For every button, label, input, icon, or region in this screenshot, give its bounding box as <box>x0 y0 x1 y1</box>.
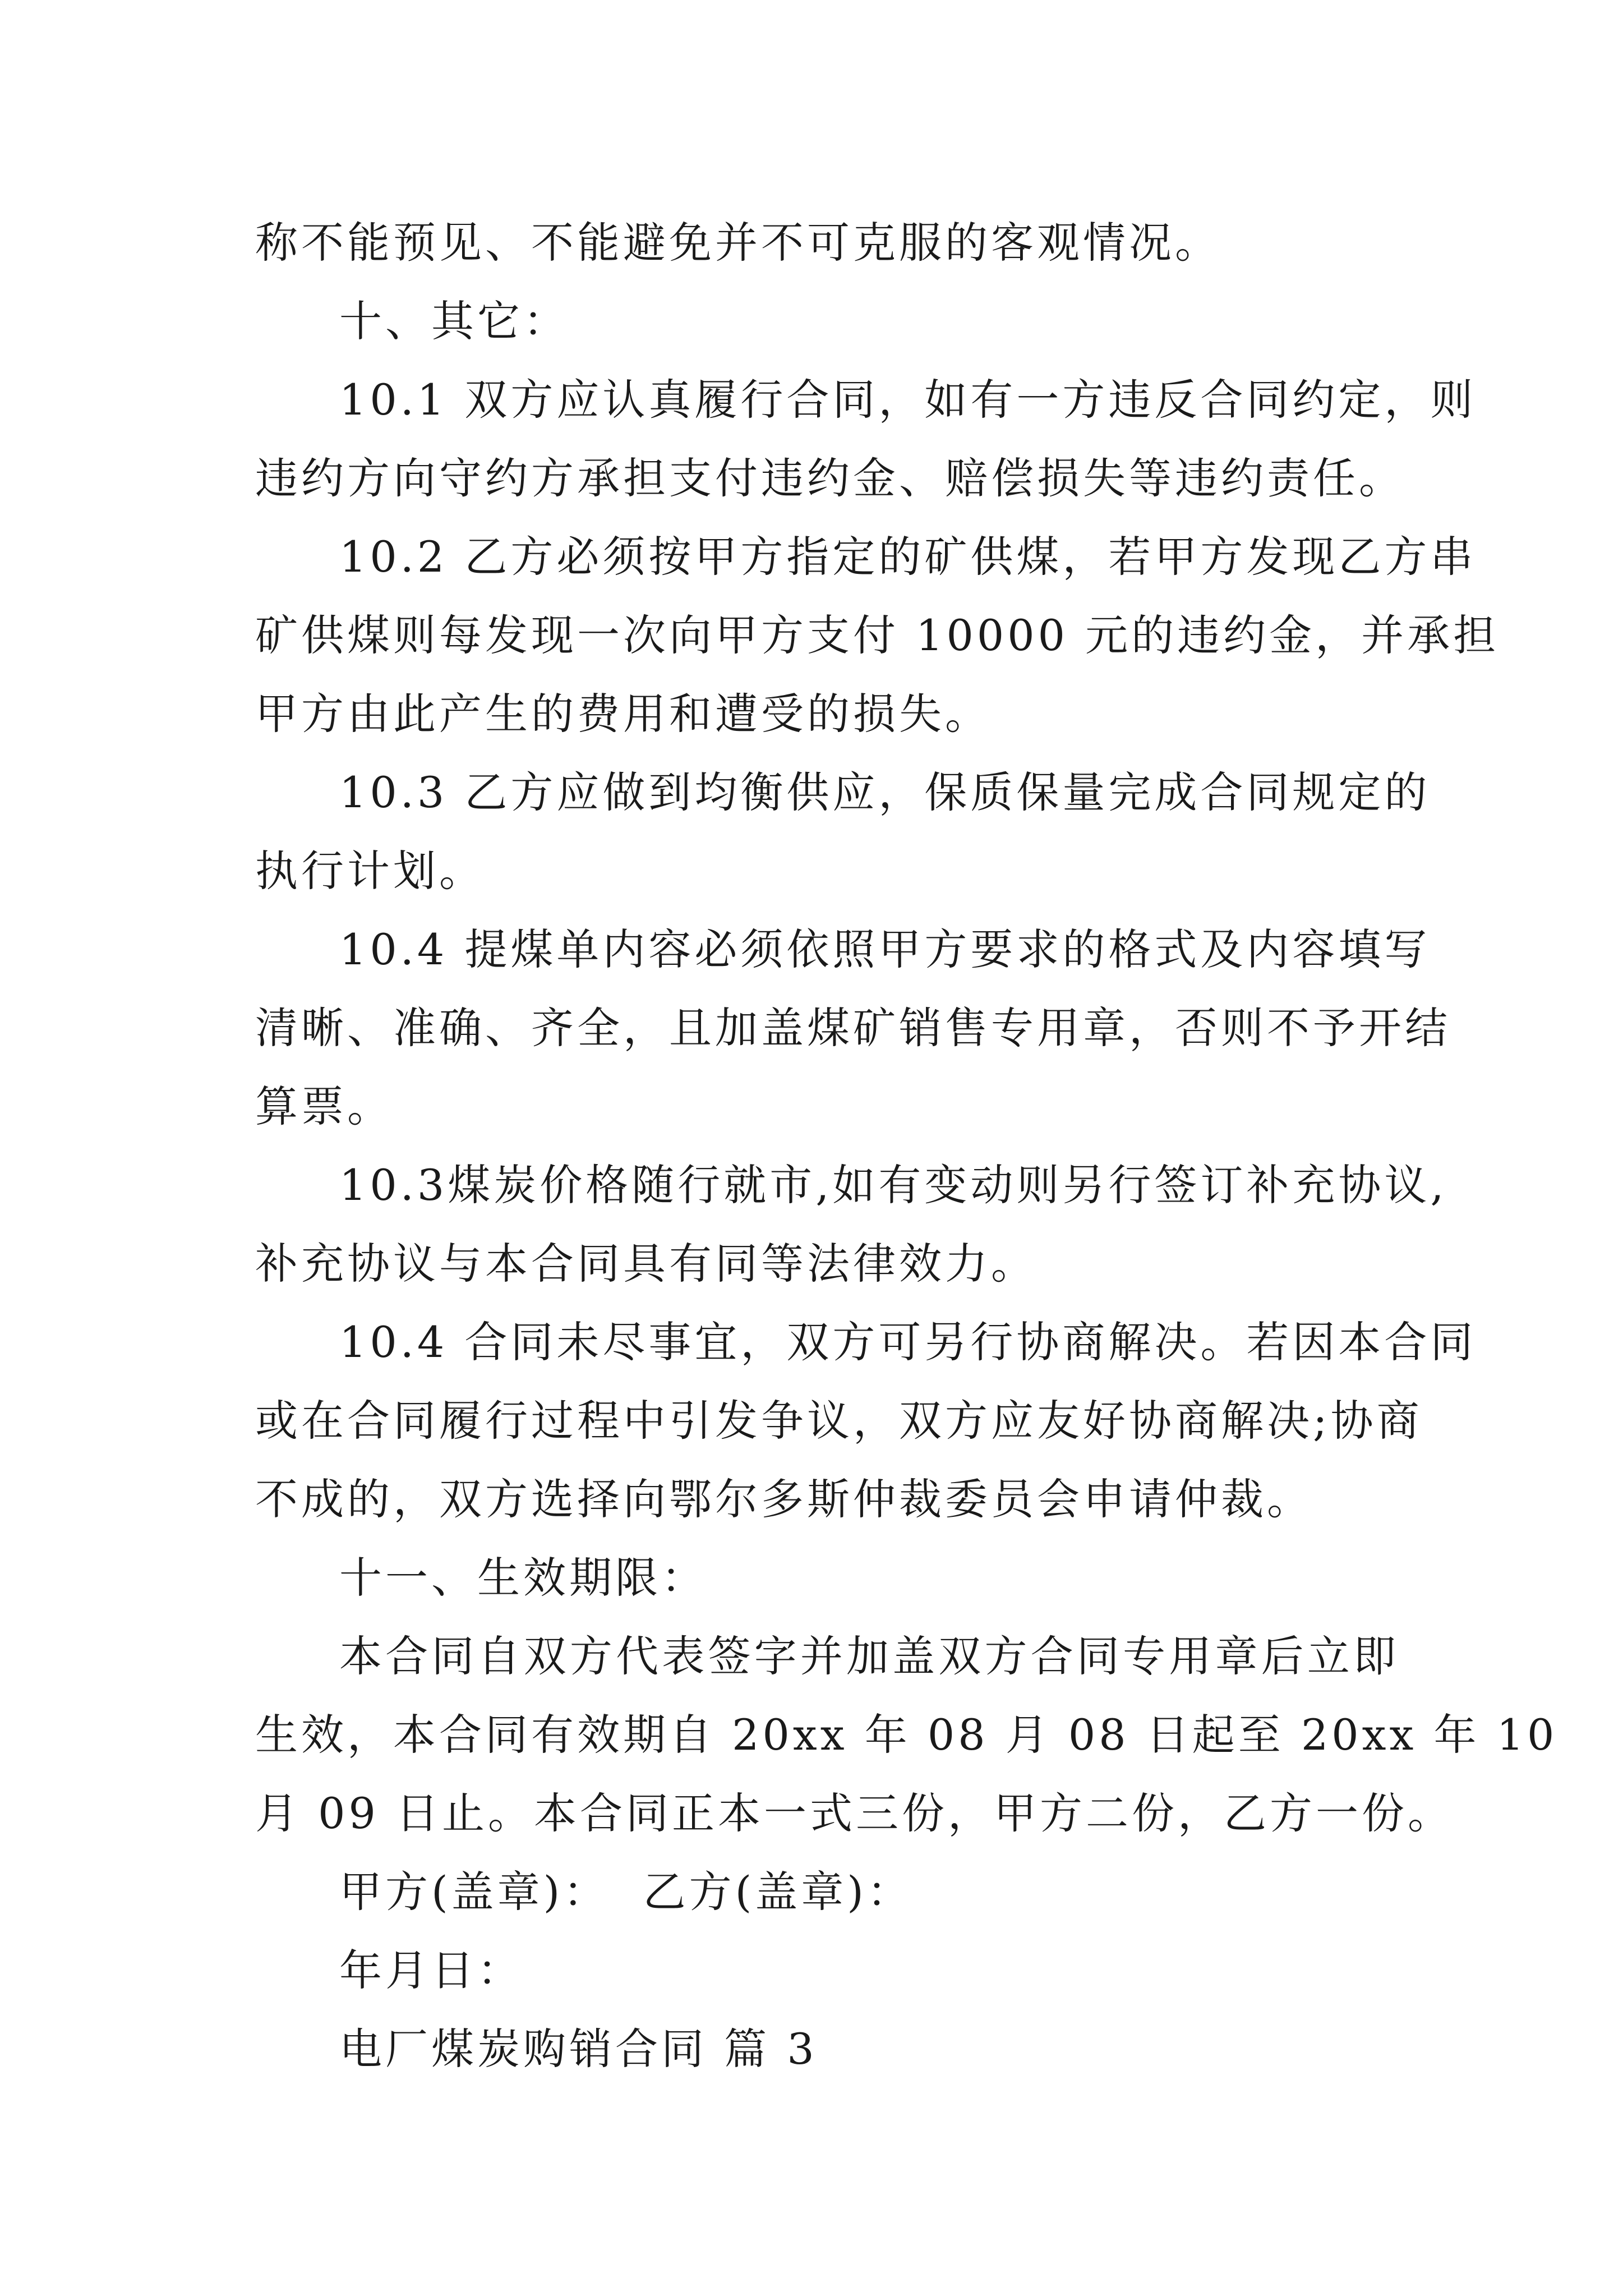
text-line: 甲方由此产生的费用和遭受的损失。 <box>255 689 991 739</box>
text-line: 10.4 提煤单内容必须依照甲方要求的格式及内容填写 <box>339 924 1431 974</box>
text-line: 补充协议与本合同具有同等法律效力。 <box>255 1239 1037 1289</box>
text-line: 10.1 双方应认真履行合同，如有一方违反合同约定，则 <box>339 375 1477 425</box>
text-line: 违约方向守约方承担支付违约金、赔偿损失等违约责任。 <box>255 453 1405 503</box>
text-line: 不成的，双方选择向鄂尔多斯仲裁委员会申请仲裁。 <box>255 1474 1313 1524</box>
text-line: 月 09 日止。本合同正本一式三份，甲方二份，乙方一份。 <box>255 1788 1454 1838</box>
text-line: 10.2 乙方必须按甲方指定的矿供煤，若甲方发现乙方串 <box>339 532 1477 582</box>
text-line: 生效，本合同有效期自 20xx 年 08 月 08 日起至 20xx 年 10 <box>255 1710 1558 1760</box>
text-line: 矿供煤则每发现一次向甲方支付 10000 元的违约金，并承担 <box>255 610 1500 660</box>
text-line: 10.3煤炭价格随行就市,如有变动则另行签订补充协议, <box>339 1160 1447 1210</box>
signature-line: 甲方(盖章)： 乙方(盖章)： <box>339 1867 913 1917</box>
text-line: 本合同自双方代表签字并加盖双方合同专用章后立即 <box>339 1631 1399 1681</box>
text-line: 10.4 合同未尽事宜，双方可另行协商解决。若因本合同 <box>339 1317 1477 1367</box>
text-line: 10.3 乙方应做到均衡供应，保质保量完成合同规定的 <box>339 767 1431 817</box>
text-line: 或在合同履行过程中引发争议，双方应友好协商解决;协商 <box>255 1396 1423 1446</box>
next-section-title: 电厂煤炭购销合同 篇 3 <box>339 2024 818 2074</box>
text-line: 执行计划。 <box>255 846 485 896</box>
text-line: 清晰、准确、齐全，且加盖煤矿销售专用章，否则不予开结 <box>255 1003 1451 1053</box>
text-line: 称不能预见、不能避免并不可克服的客观情况。 <box>255 218 1221 268</box>
section-heading: 十一、生效期限： <box>339 1553 707 1603</box>
section-heading: 十、其它： <box>339 296 569 346</box>
text-line: 算票。 <box>255 1082 393 1131</box>
date-line: 年月日： <box>339 1945 523 1995</box>
